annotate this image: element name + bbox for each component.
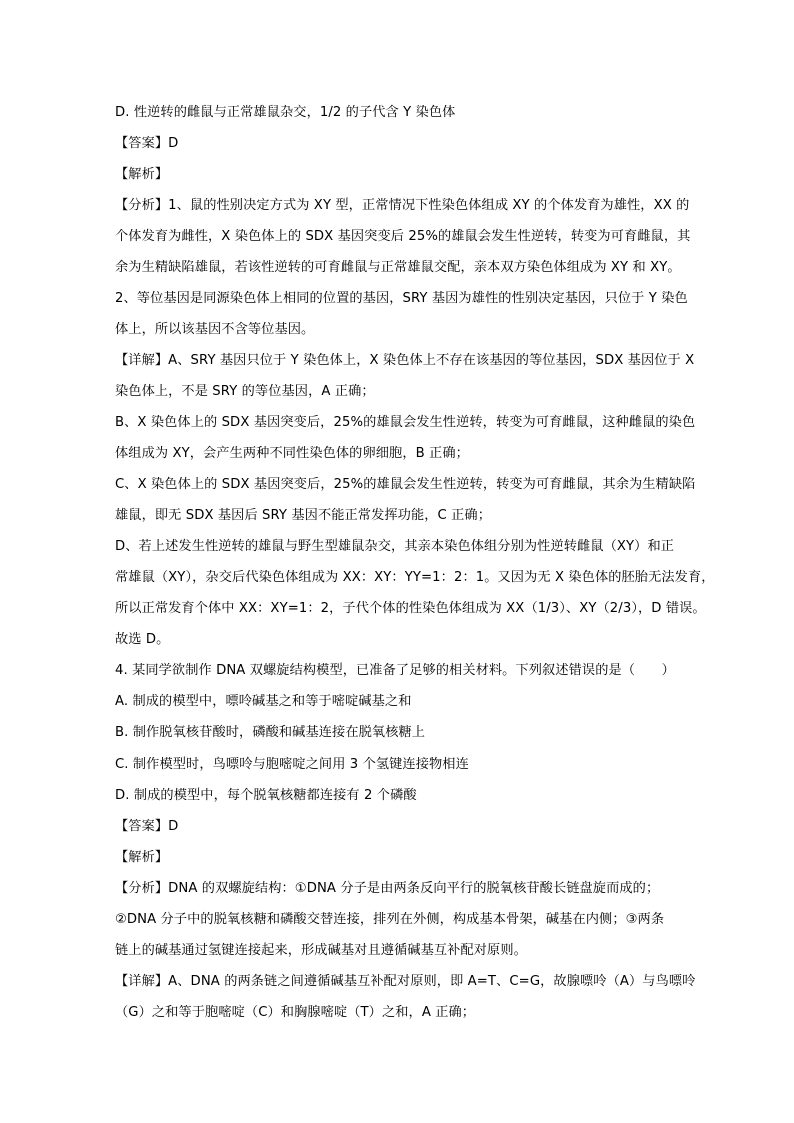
q4-fenxi-line: ②DNA 分子中的脱氧核糖和磷酸交替连接，排列在外侧，构成基本骨架，碱基在内侧；③两条 (115, 912, 665, 927)
q3-xiangjie-line: 雄鼠，即无 SDX 基因后 SRY 基因不能正常发挥功能，C 正确； (115, 508, 491, 523)
q4-option-b: B. 制作脱氧核苷酸时，磷酸和碱基连接在脱氧核糖上 (115, 725, 426, 740)
q3-xiangjie-line: C、X 染色体上的 SDX 基因突变后，25%的雄鼠会发生性逆转，转变为可育雌鼠，其余为生精缺陷 (115, 477, 696, 492)
q4-answer: 【答案】D (115, 819, 179, 834)
q3-xiangjie-line: D、若上述发生性逆转的雄鼠与野生型雄鼠杂交，其亲本染色体组分别为性逆转雌鼠（XY）和正 (115, 539, 675, 554)
q4-option-d: D. 制成的模型中，每个脱氧核糖都连接有 2 个磷酸 (115, 788, 417, 803)
q4-option-a: A. 制成的模型中，嘌呤碱基之和等于嘧啶碱基之和 (115, 694, 412, 709)
q3-fenxi-line: 【分析】1、鼠的性别决定方式为 XY 型，正常情况下性染色体组成 XY 的个体发育为雄性，XX 的 (115, 198, 690, 213)
q4-option-c: C. 制作模型时，鸟嘌呤与胞嘧啶之间用 3 个氢键连接物相连 (115, 757, 469, 772)
q3-analysis-heading: 【解析】 (115, 167, 169, 182)
q3-fenxi-line: 个体发育为雌性，X 染色体上的 SDX 基因突变后 25%的雄鼠会发生性逆转，转变为可育雌鼠，其 (115, 229, 691, 244)
q3-xiangjie-line: 【详解】A、SRY 基因只位于 Y 染色体上，X 染色体上不存在该基因的等位基因，SDX 基因位于 X (115, 353, 695, 368)
q3-option-d: D. 性逆转的雌鼠与正常雄鼠杂交，1/2 的子代含 Y 染色体 (115, 105, 456, 120)
q4-xiangjie-line: 【详解】A、DNA 的两条链之间遵循碱基互补配对原则，即 A=T、C=G，故腺嘌呤（A）与鸟嘌呤 (115, 974, 696, 989)
q3-fenxi-line: 体上，所以该基因不含等位基因。 (115, 322, 315, 337)
q3-answer: 【答案】D (115, 136, 179, 151)
q4-stem: 4. 某同学欲制作 DNA 双螺旋结构模型，已准备了足够的相关材料。下列叙述错误的是（ ） (115, 663, 675, 678)
q4-fenxi-line: 【分析】DNA 的双螺旋结构：①DNA 分子是由两条反向平行的脱氧核苷酸长链盘旋而成的； (115, 881, 660, 896)
q3-fenxi-line: 2、等位基因是同源染色体上相同的位置的基因，SRY 基因为雄性的性别决定基因，只位于 Y 染色 (115, 291, 688, 306)
q3-conclusion: 故选 D。 (115, 632, 170, 647)
q3-xiangjie-line: 所以正常发育个体中 XX：XY=1：2，子代个体的性染色体组成为 XX（1/3）、XY（2/3），D 错误。 (115, 601, 706, 616)
q3-xiangjie-line: 染色体上，不是 SRY 的等位基因，A 正确； (115, 384, 375, 399)
q3-xiangjie-line: 常雄鼠（XY），杂交后代染色体组成为 XX：XY：YY=1：2：1。又因为无 X 染色体的胚胎无法发育， (115, 570, 715, 585)
q3-xiangjie-line: 体组成为 XY，会产生两种不同性染色体的卵细胞，B 正确； (115, 446, 469, 461)
q3-fenxi-line: 余为生精缺陷雄鼠，若该性逆转的可育雌鼠与正常雄鼠交配，亲本双方染色体组成为 XY 和 XY。 (115, 260, 681, 275)
q4-fenxi-line: 链上的碱基通过氢键连接起来，形成碱基对且遵循碱基互补配对原则。 (115, 943, 527, 958)
q3-xiangjie-line: B、X 染色体上的 SDX 基因突变后，25%的雄鼠会发生性逆转，转变为可育雌鼠，这种雌鼠的染色 (115, 415, 696, 430)
q4-xiangjie-line: （G）之和等于胞嘧啶（C）和胸腺嘧啶（T）之和，A 正确； (115, 1005, 476, 1020)
q4-analysis-heading: 【解析】 (115, 850, 169, 865)
